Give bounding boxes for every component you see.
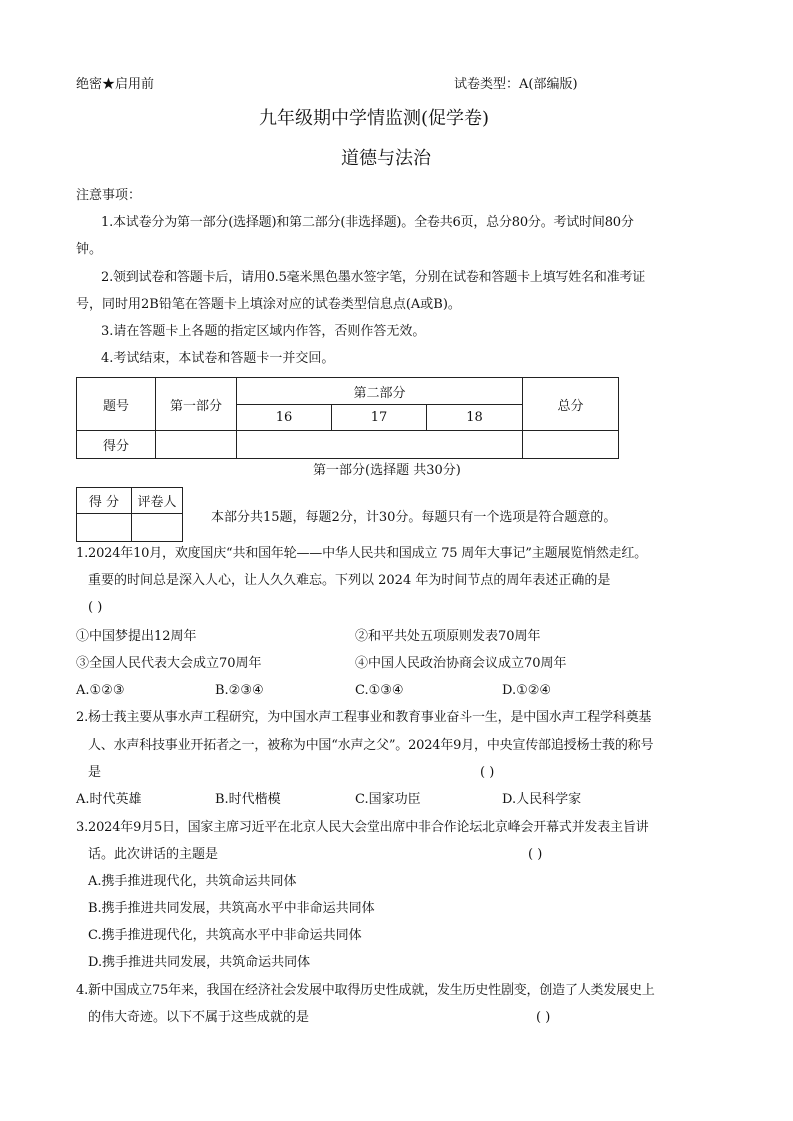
- grader-name-cell: [132, 514, 183, 542]
- exam-title: 九年级期中学情监测(促学卷): [259, 108, 490, 129]
- header-q18: 18: [427, 405, 523, 431]
- q2-option-b: B.时代楷模: [215, 792, 281, 807]
- q2-option-d: D.人民科学家: [502, 792, 582, 807]
- notes-heading: 注意事项：: [76, 188, 142, 203]
- paper-type-label: 试卷类型：A(部编版): [454, 77, 578, 92]
- q1-line-2: 重要的时间总是深入人心，让人久久难忘。下列以 2024 年为时间节点的周年表述正确的是: [88, 573, 611, 588]
- grader-score-cell: [77, 514, 132, 542]
- header-q16: 16: [237, 405, 332, 431]
- q1-option-d: D.①②④: [502, 683, 552, 698]
- note-1-line-1: 1.本试卷分为第一部分(选择题)和第二部分(非选择题)。全卷共6页，总分80分。考试时间80分: [101, 215, 634, 230]
- q3-option-a: A.携手推进现代化，共筑命运共同体: [88, 874, 297, 889]
- cell-part2-score: [237, 431, 523, 459]
- grader-table: [76, 487, 183, 542]
- q2-answer-blank: ( ): [480, 765, 495, 780]
- q4-line-2: 的伟大奇迹。以下不属于这些成就的是: [88, 1010, 310, 1025]
- row-score-label: 得分: [77, 431, 156, 459]
- q3-line-1: 3.2024年9月5日，国家主席习近平在北京人民大会堂出席中非合作论坛北京峰会开幕式并发表主旨讲: [76, 820, 649, 835]
- q1-statement-1: ①中国梦提出12周年: [76, 629, 197, 644]
- note-4: 4.考试结束，本试卷和答题卡一并交回。: [101, 351, 335, 366]
- q3-answer-blank: ( ): [528, 847, 543, 862]
- q1-option-a: A.①②③: [76, 683, 125, 698]
- q1-option-b: B.②③④: [215, 683, 264, 698]
- q1-statement-3: ③全国人民代表大会成立70周年: [76, 656, 262, 671]
- header-part-1: 第一部分: [156, 378, 237, 431]
- part1-heading: 第一部分(选择题 共30分): [313, 463, 461, 478]
- cell-total-score: [523, 431, 619, 459]
- header-question-number: 题号: [77, 378, 156, 431]
- note-2-line-2: 号，同时用2B铅笔在答题卡上填涂对应的试卷类型信息点(A或B)。: [76, 297, 461, 312]
- grader-score-label: 得 分: [77, 488, 132, 514]
- header-part-2: 第二部分: [237, 378, 523, 405]
- q1-statement-4: ④中国人民政治协商会议成立70周年: [355, 656, 567, 671]
- q2-line-1: 2.杨士莪主要从事水声工程研究，为中国水声工程事业和教育事业奋斗一生，是中国水声工程学科奠基: [76, 710, 652, 725]
- q2-option-c: C.国家功臣: [355, 792, 421, 807]
- q1-option-c: C.①③④: [355, 683, 404, 698]
- q4-answer-blank: ( ): [536, 1010, 551, 1025]
- confidential-label: 绝密★启用前: [76, 77, 155, 92]
- subject-title: 道德与法治: [341, 148, 431, 169]
- q2-option-a: A.时代英雄: [76, 792, 142, 807]
- header-q17: 17: [332, 405, 427, 431]
- q3-option-d: D.携手推进共同发展，共筑命运共同体: [88, 955, 311, 970]
- q1-statement-2: ②和平共处五项原则发表70周年: [355, 629, 541, 644]
- note-2-line-1: 2.领到试卷和答题卡后，请用0.5毫米黑色墨水签字笔，分别在试卷和答题卡上填写姓名和准考证: [101, 270, 646, 285]
- q4-line-1: 4.新中国成立75年来，我国在经济社会发展中取得历史性成就，发生历史性剧变，创造了人类发展史上: [76, 983, 655, 998]
- q2-line-2: 人、水声科技事业开拓者之一，被称为中国“水声之父”。2024年9月，中央宣传部追授杨士莪的称号: [88, 738, 654, 753]
- score-table: [76, 377, 619, 459]
- part1-instruction: 本部分共15题，每题2分，计30分。每题只有一个选项是符合题意的。: [211, 510, 617, 525]
- q2-line-3: 是: [88, 765, 102, 780]
- grader-name-label: 评卷人: [132, 488, 183, 514]
- q3-line-2: 话。此次讲话的主题是: [88, 847, 219, 862]
- cell-part1-score: [156, 431, 237, 459]
- note-1-line-2: 钟。: [76, 242, 103, 257]
- q1-line-1: 1.2024年10月，欢度国庆“共和国年轮——中华人民共和国成立 75 周年大事记”主题展览悄然走红。: [76, 546, 647, 561]
- q3-option-c: C.携手推进现代化，共筑高水平中非命运共同体: [88, 928, 362, 943]
- header-total: 总分: [523, 378, 619, 431]
- q3-option-b: B.携手推进共同发展，共筑高水平中非命运共同体: [88, 901, 375, 916]
- q1-answer-blank: ( ): [88, 600, 103, 615]
- note-3: 3.请在答题卡上各题的指定区域内作答，否则作答无效。: [101, 324, 426, 339]
